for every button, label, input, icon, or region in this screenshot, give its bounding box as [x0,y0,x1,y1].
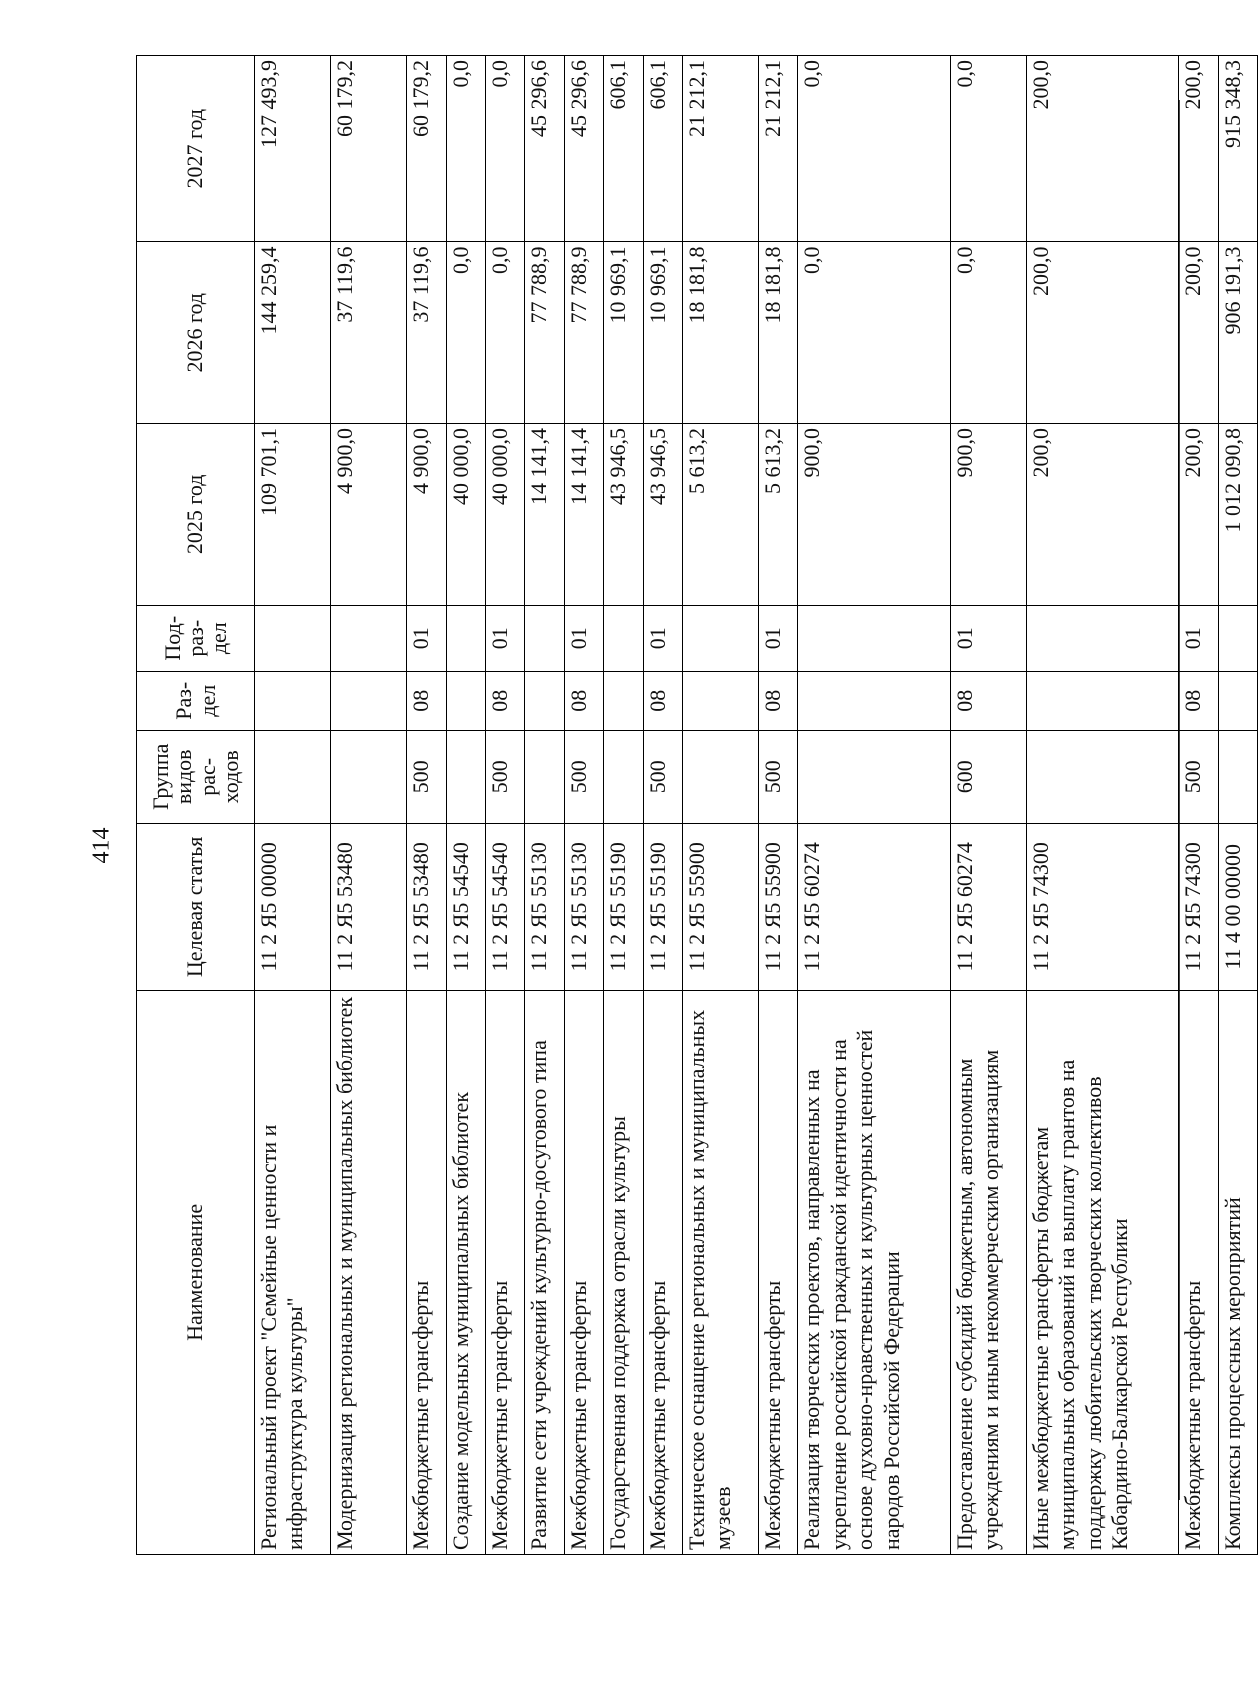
row-section: 08 [407,671,446,730]
row-2025: 14 141,4 [564,424,603,606]
row-2026: 906 191,3 [1218,242,1258,424]
row-2027: 606,1 [643,56,682,242]
table-row [255,56,331,1555]
row-name: Межбюджетные трансферты [407,990,446,1554]
row-subsection: 01 [759,605,798,671]
row-group [525,730,564,823]
row-section [446,671,485,730]
row-group: 500 [486,730,525,823]
row-2025: 5 613,2 [682,424,758,606]
row-2026: 0,0 [950,242,1026,424]
row-name: Межбюджетные трансферты [643,990,682,1554]
row-2026: 18 181,8 [682,242,758,424]
row-subsection: 01 [407,605,446,671]
row-group [331,730,407,823]
row-2025: 900,0 [950,424,1026,606]
row-2026: 0,0 [798,242,950,424]
row-section [604,671,643,730]
row-subsection [255,605,331,671]
row-group [1218,730,1258,823]
row-2026: 37 119,6 [331,242,407,424]
page-number: 414 [88,827,115,864]
row-subsection: 01 [564,605,603,671]
rotated-page-content [136,55,1258,1555]
row-target: 11 2 Я5 60274 [798,823,950,990]
row-2027: 45 296,6 [564,56,603,242]
row-2027: 0,0 [798,56,950,242]
header-subsection: Под-раз-дел [137,605,255,671]
row-2027: 0,0 [950,56,1026,242]
row-2025: 4 900,0 [331,424,407,606]
table-body [255,56,1258,1555]
row-2026: 18 181,8 [759,242,798,424]
row-name: Создание модельных муниципальных библиотек [446,990,485,1554]
row-2026: 0,0 [486,242,525,424]
row-2026: 200,0 [1026,242,1178,424]
row-group [604,730,643,823]
row-2026: 77 788,9 [564,242,603,424]
row-target: 11 2 Я5 60274 [950,823,1026,990]
row-target: 11 2 Я5 54540 [446,823,485,990]
row-2027: 21 212,1 [682,56,758,242]
row-group: 500 [1179,730,1218,823]
row-section [331,671,407,730]
row-2027: 21 212,1 [759,56,798,242]
row-section: 08 [1179,671,1218,730]
row-group: 500 [564,730,603,823]
row-2026: 200,0 [1179,242,1218,424]
row-2025: 1 012 090,8 [1218,424,1258,606]
header-section: Раз-дел [137,671,255,730]
row-name: Предоставление субсидий бюджетным, автономным учреждениям и иным некоммерческим организациям [950,990,1026,1554]
row-subsection: 01 [950,605,1026,671]
row-target: 11 2 Я5 55190 [643,823,682,990]
table-row [1179,56,1218,1555]
row-target: 11 2 Я5 55190 [604,823,643,990]
row-section: 08 [759,671,798,730]
row-name: Модернизация региональных и муниципальных библиотек [331,990,407,1554]
row-2026: 10 969,1 [604,242,643,424]
row-group [446,730,485,823]
header-2027: 2027 год [137,56,255,242]
header-group: Группа видов рас-ходов [137,730,255,823]
table-row [643,56,682,1555]
row-target: 11 2 Я5 55130 [525,823,564,990]
row-2025: 43 946,5 [643,424,682,606]
table-row [407,56,446,1555]
row-subsection [1026,605,1178,671]
row-name: Межбюджетные трансферты [564,990,603,1554]
row-subsection [682,605,758,671]
row-name: Иные межбюджетные трансферты бюджетам муниципальных образований на выплату грантов на поддержку любительских творческих коллективов Кабардино-Балкарской Республики [1026,990,1178,1554]
row-subsection [331,605,407,671]
table-row [759,56,798,1555]
budget-table [136,55,1258,1555]
row-group: 500 [407,730,446,823]
row-2025: 40 000,0 [446,424,485,606]
table-row [682,56,758,1555]
row-2025: 14 141,4 [525,424,564,606]
row-2027: 0,0 [486,56,525,242]
row-group: 500 [643,730,682,823]
row-subsection [525,605,564,671]
row-target: 11 2 Я5 55900 [759,823,798,990]
row-target: 11 2 Я5 54540 [486,823,525,990]
row-2025: 43 946,5 [604,424,643,606]
row-group [798,730,950,823]
table-row [1218,56,1258,1555]
row-section [255,671,331,730]
table-row [798,56,950,1555]
row-group: 600 [950,730,1026,823]
row-2025: 40 000,0 [486,424,525,606]
row-2025: 5 613,2 [759,424,798,606]
row-name: Региональный проект "Семейные ценности и инфраструктура культуры" [255,990,331,1554]
table-row [486,56,525,1555]
row-2025: 200,0 [1179,424,1218,606]
row-target: 11 2 Я5 53480 [331,823,407,990]
table-row [1026,56,1178,1555]
row-subsection [1218,605,1258,671]
row-name: Реализация творческих проектов, направленных на укрепление российской гражданской идентичности на основе духовно-нравственных и культурных ценностей народов Российской Федерации [798,990,950,1554]
row-2027: 0,0 [446,56,485,242]
row-section: 08 [643,671,682,730]
table-row [331,56,407,1555]
row-target: 11 2 Я5 53480 [407,823,446,990]
row-section [525,671,564,730]
row-name: Государственная поддержка отрасли культуры [604,990,643,1554]
row-subsection [604,605,643,671]
row-2027: 45 296,6 [525,56,564,242]
row-section [798,671,950,730]
table-row [604,56,643,1555]
table-row [950,56,1026,1555]
header-2025: 2025 год [137,424,255,606]
row-2026: 37 119,6 [407,242,446,424]
row-section: 08 [564,671,603,730]
row-2026: 144 259,4 [255,242,331,424]
row-group [682,730,758,823]
row-subsection: 01 [486,605,525,671]
row-2027: 200,0 [1179,56,1218,242]
row-2027: 915 348,3 [1218,56,1258,242]
row-subsection: 01 [1179,605,1218,671]
row-section [1026,671,1178,730]
row-name: Межбюджетные трансферты [1179,990,1218,1554]
row-name: Развитие сети учреждений культурно-досугового типа [525,990,564,1554]
header-target: Целевая статья [137,823,255,990]
row-target: 11 2 Я5 55900 [682,823,758,990]
row-2026: 77 788,9 [525,242,564,424]
row-2027: 60 179,2 [407,56,446,242]
row-subsection [798,605,950,671]
row-2025: 900,0 [798,424,950,606]
row-2027: 60 179,2 [331,56,407,242]
header-2026: 2026 год [137,242,255,424]
row-name: Комплексы процессных мероприятий [1218,990,1258,1554]
table-row [446,56,485,1555]
row-2027: 127 493,9 [255,56,331,242]
row-section [1218,671,1258,730]
row-2025: 200,0 [1026,424,1178,606]
row-section: 08 [486,671,525,730]
row-section: 08 [950,671,1026,730]
row-subsection [446,605,485,671]
row-target: 11 2 Я5 00000 [255,823,331,990]
row-name: Техническое оснащение региональных и муниципальных музеев [682,990,758,1554]
row-name: Межбюджетные трансферты [759,990,798,1554]
row-section [682,671,758,730]
row-subsection: 01 [643,605,682,671]
row-group [1026,730,1178,823]
row-target: 11 2 Я5 74300 [1179,823,1218,990]
row-2026: 10 969,1 [643,242,682,424]
row-target: 11 2 Я5 74300 [1026,823,1178,990]
row-2025: 4 900,0 [407,424,446,606]
row-2026: 0,0 [446,242,485,424]
row-target: 11 2 Я5 55130 [564,823,603,990]
row-name: Межбюджетные трансферты [486,990,525,1554]
row-group: 500 [759,730,798,823]
row-group [255,730,331,823]
table-header [137,56,255,1555]
row-2025: 109 701,1 [255,424,331,606]
table-row [525,56,564,1555]
header-name: Наименование [137,990,255,1554]
row-2027: 606,1 [604,56,643,242]
row-2027: 200,0 [1026,56,1178,242]
table-row [564,56,603,1555]
row-target: 11 4 00 00000 [1218,823,1258,990]
